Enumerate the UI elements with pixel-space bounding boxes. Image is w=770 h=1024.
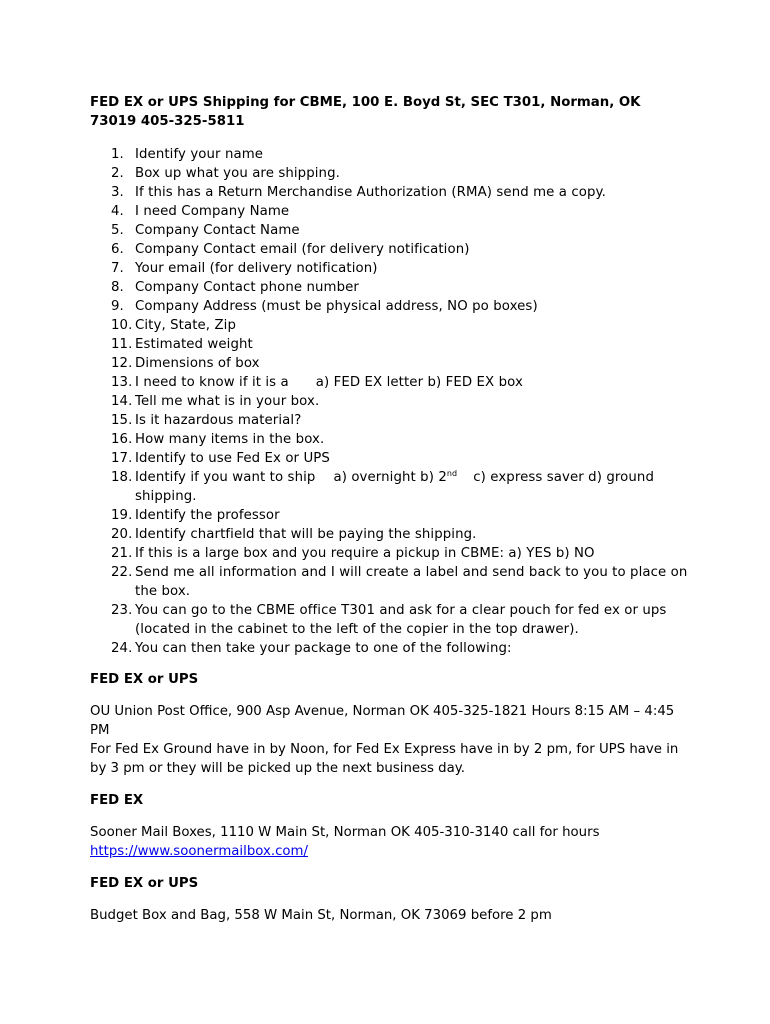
ordinal-superscript: nd: [446, 469, 458, 478]
list-item-options: a) FED EX letter b) FED EX box: [315, 375, 523, 390]
list-item-text: You can then take your package to one of the following:: [135, 641, 512, 656]
list-item-text: Your email (for delivery notification): [135, 261, 378, 276]
list-item-number: 20.: [111, 527, 133, 542]
list-item-text: If this has a Return Merchandise Authorization (RMA) send me a copy.: [135, 185, 606, 200]
list-item-text: City, State, Zip: [135, 318, 237, 333]
list-item-number: 14.: [111, 394, 133, 409]
list-item: [90, 164, 690, 183]
list-item-number: 16.: [111, 432, 133, 447]
list-item: [90, 183, 690, 202]
list-item: [90, 259, 690, 278]
list-item: [90, 601, 690, 639]
list-item: [90, 449, 690, 468]
list-item-text: Identify if you want to ship: [135, 470, 316, 485]
list-item-text: You can go to the CBME office T301 and ask for a clear pouch for fed ex or ups (located in the cabinet to the left of the copier in the top drawer).: [135, 603, 667, 637]
list-item-number: 11.: [111, 337, 133, 352]
list-item-text: Dimensions of box: [135, 356, 260, 371]
list-item: [90, 563, 690, 601]
list-item-text: Identify your name: [135, 147, 264, 162]
list-item-number: 19.: [111, 508, 133, 523]
list-item-text: Company Address (must be physical address, NO po boxes): [135, 299, 538, 314]
list-item-text: Identify chartfield that will be paying the shipping.: [135, 527, 477, 542]
list-item-text: I need Company Name: [135, 204, 290, 219]
list-item-number: 9.: [111, 299, 124, 314]
section-title-fedex: FED EX: [90, 793, 144, 808]
list-item: [90, 145, 690, 164]
list-item: [90, 525, 690, 544]
list-item-number: 12.: [111, 356, 133, 371]
list-item-number: 3.: [111, 185, 124, 200]
list-item-number: 21.: [111, 546, 133, 561]
list-item: [90, 411, 690, 430]
list-item: [90, 373, 690, 392]
list-item: [90, 354, 690, 373]
list-item-number: 4.: [111, 204, 124, 219]
list-item-options-cont: c) express saver d) ground shipping.: [135, 470, 654, 504]
list-item: [90, 544, 690, 563]
sooner-mail-address: Sooner Mail Boxes, 1110 W Main St, Norman OK 405-310-3140 call for hours: [90, 825, 600, 840]
sooner-mail-link-line: [90, 842, 690, 861]
section-title-budget: FED EX or UPS: [90, 876, 199, 891]
list-item: [90, 392, 690, 411]
list-item: [90, 278, 690, 297]
list-item-text: Company Contact phone number: [135, 280, 359, 295]
list-item: [90, 297, 690, 316]
section-title-union: FED EX or UPS: [90, 672, 199, 687]
list-item-number: 13.: [111, 375, 133, 390]
list-item-text: How many items in the box.: [135, 432, 325, 447]
list-item-number: 10.: [111, 318, 133, 333]
list-item-text: Is it hazardous material?: [135, 413, 302, 428]
document-page: [90, 93, 690, 925]
list-item-number: 24.: [111, 641, 133, 656]
list-item-text: Box up what you are shipping.: [135, 166, 340, 181]
list-item-text: I need to know if it is a: [135, 375, 289, 390]
list-item-number: 7.: [111, 261, 124, 276]
list-item-number: 22.: [111, 565, 133, 580]
list-item: [90, 335, 690, 354]
list-item-number: 8.: [111, 280, 124, 295]
list-item-text: Estimated weight: [135, 337, 253, 352]
list-item-number: 23.: [111, 603, 133, 618]
union-cutoff-times: For Fed Ex Ground have in by Noon, for Fed Ex Express have in by 2 pm, for UPS have in by 3 pm or they will be picked up the next business day.: [90, 742, 679, 776]
list-item: [90, 221, 690, 240]
list-item: [90, 506, 690, 525]
list-item: [90, 639, 690, 658]
steps-list: [90, 145, 690, 658]
union-address: OU Union Post Office, 900 Asp Avenue, Norman OK 405-325-1821 Hours 8:15 AM – 4:45 PM: [90, 704, 675, 738]
list-item: [90, 316, 690, 335]
list-item: [90, 468, 690, 506]
sooner-mail-link[interactable]: https://www.soonermailbox.com/: [90, 844, 308, 859]
list-item-text: Company Contact email (for delivery notification): [135, 242, 470, 257]
list-item: [90, 240, 690, 259]
list-item: [90, 202, 690, 221]
list-item-options: a) overnight b) 2: [333, 470, 447, 485]
document-heading: FED EX or UPS Shipping for CBME, 100 E. Boyd St, SEC T301, Norman, OK 73019 405-325-5811: [90, 95, 641, 129]
list-item-text: Identify to use Fed Ex or UPS: [135, 451, 330, 466]
list-item-text: Tell me what is in your box.: [135, 394, 320, 409]
list-item-number: 5.: [111, 223, 124, 238]
list-item-text: If this is a large box and you require a pickup in CBME: a) YES b) NO: [135, 546, 595, 561]
list-item-text: Send me all information and I will create a label and send back to you to place on the box.: [135, 565, 688, 599]
list-item: [90, 430, 690, 449]
list-item-text: Company Contact Name: [135, 223, 300, 238]
list-item-number: 1.: [111, 147, 124, 162]
budget-box-address: Budget Box and Bag, 558 W Main St, Norman, OK 73069 before 2 pm: [90, 908, 552, 923]
list-item-number: 6.: [111, 242, 124, 257]
list-item-number: 17.: [111, 451, 133, 466]
list-item-number: 18.: [111, 470, 133, 485]
list-item-text: Identify the professor: [135, 508, 280, 523]
list-item-number: 2.: [111, 166, 124, 181]
list-item-number: 15.: [111, 413, 133, 428]
